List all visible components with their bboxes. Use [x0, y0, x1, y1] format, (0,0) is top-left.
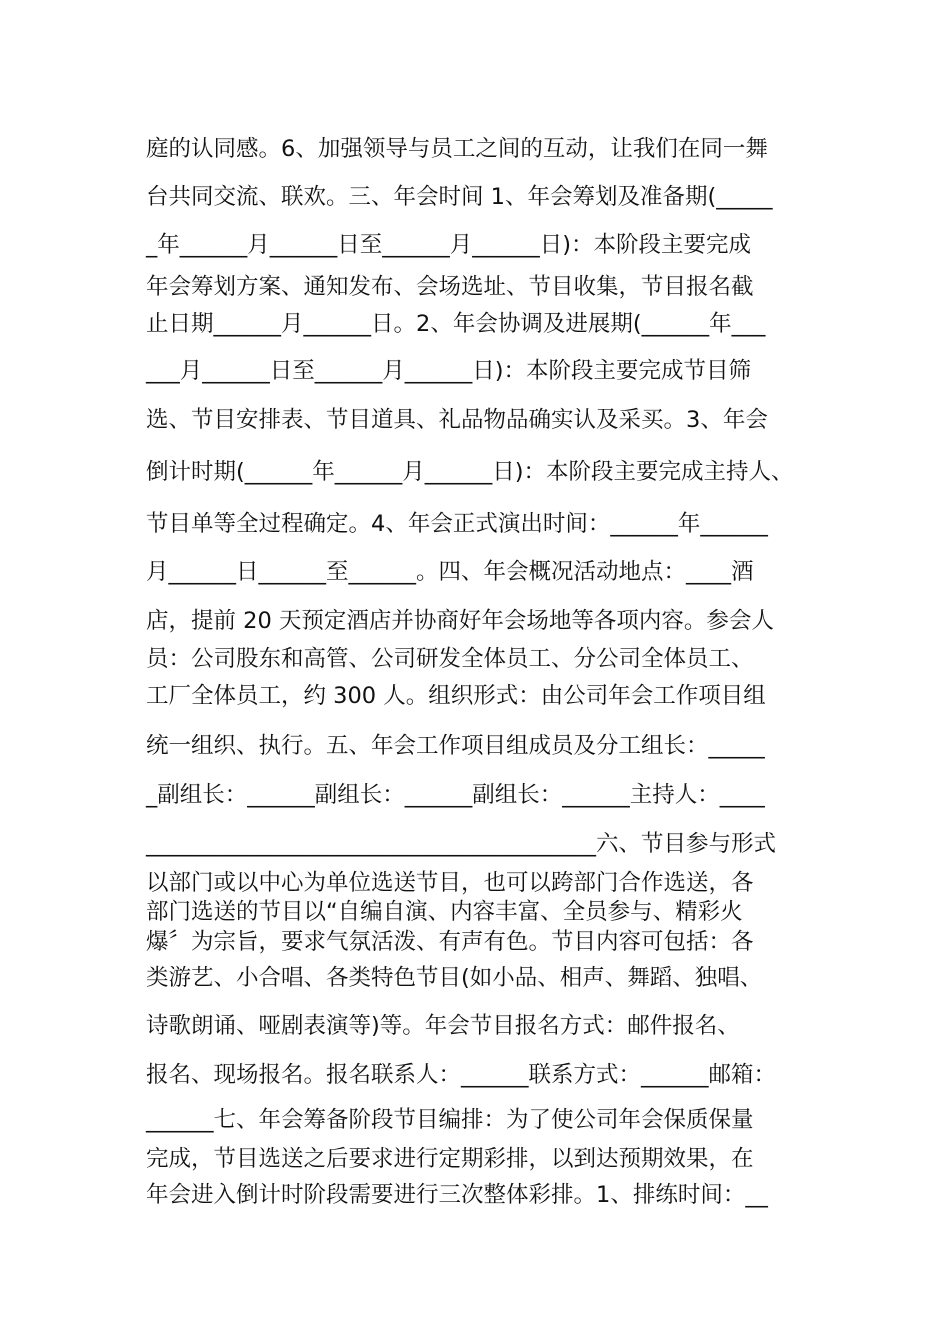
text-line: 节目单等全过程确定。4、年会正式演出时间：______年______	[146, 511, 768, 537]
text-line: 倒计时期(______年______月______日)：本阶段主要完成主持人、	[146, 459, 794, 485]
text-line: 月______日______至______。四、年会概况活动地点：____酒	[146, 559, 754, 585]
text-line: 店，提前 20 天预定酒店并协商好年会场地等各项内容。参会人	[146, 608, 774, 634]
text-line: 统一组织、执行。五、年会工作项目组成员及分工组长：_____	[146, 733, 765, 759]
text-line: 部门选送的节目以“自编自演、内容丰富、全员参与、精彩火	[146, 899, 743, 925]
text-line: 报名、现场报名。报名联系人：______联系方式：______邮箱：	[146, 1062, 777, 1088]
text-line: 年会进入倒计时阶段需要进行三次整体彩排。1、排练时间：__	[146, 1182, 768, 1208]
text-line: 台共同交流、联欢。三、年会时间 1、年会筹划及准备期(_____	[146, 184, 773, 210]
text-line: _年______月______日至______月______日)：本阶段主要完成	[146, 232, 752, 258]
text-line: 完成，节目选送之后要求进行定期彩排，以到达预期效果，在	[146, 1146, 754, 1172]
text-line: 工厂全体员工，约 300 人。组织形式：由公司年会工作项目组	[146, 683, 766, 709]
text-line: 止日期______月______日。2、年会协调及进展期(______年___	[146, 311, 766, 337]
text-line: 以部门或以中心为单位选送节目，也可以跨部门合作选送，各	[146, 870, 754, 896]
text-line: ___月______日至______月______日)：本阶段主要完成节目筛	[146, 358, 752, 384]
text-line: _副组长：______副组长：______副组长：______主持人：____	[146, 782, 765, 808]
text-line: ______七、年会筹备阶段节目编排：为了使公司年会保质保量	[146, 1107, 754, 1133]
text-line: ________________________________________六、节目参与形式	[146, 831, 777, 857]
text-line: 类游艺、小合唱、各类特色节目(如小品、相声、舞蹈、独唱、	[146, 965, 763, 991]
text-line: 诗歌朗诵、哑剧表演等)等。年会节目报名方式：邮件报名、	[146, 1013, 740, 1039]
text-line: 选、节目安排表、节目道具、礼品物品确实认及采买。3、年会	[146, 407, 768, 433]
text-line: 庭的认同感。6、加强领导与员工之间的互动，让我们在同一舞	[146, 136, 768, 162]
text-line: 爆〞为宗旨，要求气氛活泼、有声有色。节目内容可包括：各	[146, 929, 754, 955]
text-line: 年会筹划方案、通知发布、会场选址、节目收集，节目报名截	[146, 274, 754, 300]
text-line: 员：公司股东和高管、公司研发全体员工、分公司全体员工、	[146, 646, 754, 672]
